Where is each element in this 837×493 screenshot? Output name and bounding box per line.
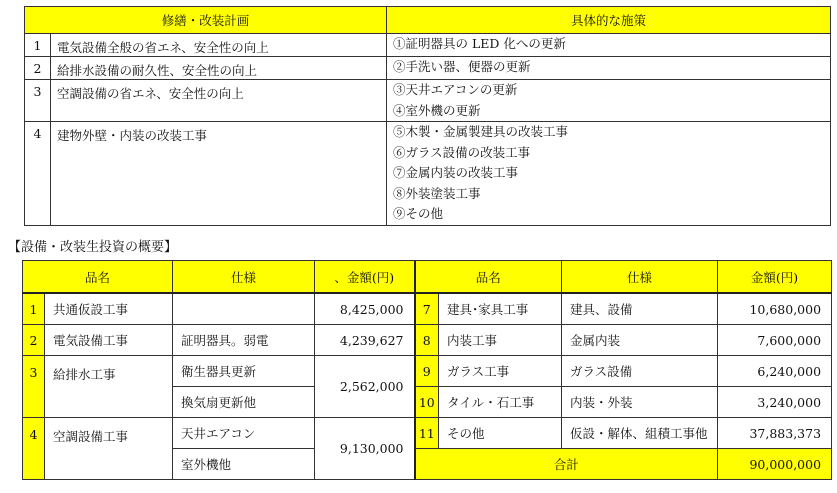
header-spec-left: 仕様 bbox=[173, 261, 315, 294]
measure-item: ③天井エアコンの更新 bbox=[393, 82, 518, 97]
item-spec: 室外機他 bbox=[173, 449, 315, 480]
table-row bbox=[23, 356, 832, 387]
item-number: 4 bbox=[23, 418, 45, 480]
measure-item: ⑦金属内装の改装工事 bbox=[393, 165, 519, 180]
item-spec: 天井エアコン bbox=[173, 418, 315, 449]
plan-row-measures bbox=[387, 122, 831, 226]
item-name: ガラス工事 bbox=[439, 356, 562, 387]
section-title: 【設備・改装生投資の概要】 bbox=[8, 240, 178, 255]
measure-item: ⑤木製・金属製建具の改装工事 bbox=[393, 124, 569, 139]
total-label: 合計 bbox=[415, 449, 718, 480]
plan-header-right: 具体的な施策 bbox=[387, 7, 831, 34]
item-amount: 7,600,000 bbox=[718, 325, 832, 356]
plan-header-left: 修繕・改装計画 bbox=[25, 7, 387, 34]
plan-row-measures bbox=[387, 34, 831, 57]
plan-header-row bbox=[25, 7, 831, 34]
item-spec: ガラス設備 bbox=[562, 356, 718, 387]
total-amount: 90,000,000 bbox=[718, 449, 832, 480]
item-spec: 換気扇更新他 bbox=[173, 387, 315, 418]
header-name-right: 品名 bbox=[415, 261, 562, 294]
plan-row-number: 4 bbox=[25, 122, 51, 226]
plan-row-plan: 電気設備全般の省エネ、安全性の向上 bbox=[51, 34, 387, 57]
plan-row-2 bbox=[25, 57, 831, 80]
item-spec: 仮設・解体、組積工事他 bbox=[562, 418, 718, 449]
item-spec: 内装・外装 bbox=[562, 387, 718, 418]
item-amount: 9,130,000 bbox=[315, 418, 415, 480]
plan-row-1 bbox=[25, 34, 831, 57]
table-row bbox=[23, 325, 832, 356]
plan-row-measures bbox=[387, 57, 831, 80]
item-amount: 6,240,000 bbox=[718, 356, 832, 387]
plan-row-3 bbox=[25, 80, 831, 122]
measure-item: ⑥ガラス設備の改装工事 bbox=[393, 144, 531, 160]
item-spec: 証明器具。弱電 bbox=[173, 325, 315, 356]
plan-row-measures bbox=[387, 80, 831, 122]
header-spec-right: 仕様 bbox=[562, 261, 718, 294]
item-name: 建具･家具工事 bbox=[439, 293, 562, 325]
plan-row-number: 1 bbox=[25, 34, 51, 57]
item-name: 給排水工事 bbox=[45, 356, 173, 418]
plan-row-number: 3 bbox=[25, 80, 51, 122]
header-name-left: 品名 bbox=[23, 261, 173, 294]
table-row bbox=[23, 418, 832, 449]
item-name: 共通仮設工事 bbox=[45, 293, 173, 325]
item-name: その他 bbox=[439, 418, 562, 449]
item-name: 空調設備工事 bbox=[45, 418, 173, 480]
table-row bbox=[23, 293, 832, 325]
measure-item: ④室外機の更新 bbox=[393, 102, 481, 118]
item-number: 11 bbox=[415, 418, 439, 449]
investment-header-row bbox=[23, 261, 832, 294]
item-amount: 4,239,627 bbox=[315, 325, 415, 356]
item-name: 電気設備工事 bbox=[45, 325, 173, 356]
item-spec: 建具、設備 bbox=[562, 293, 718, 325]
item-number: 2 bbox=[23, 325, 45, 356]
item-number: 3 bbox=[23, 356, 45, 418]
plan-row-plan: 建物外壁・内装の改装工事 bbox=[51, 122, 387, 226]
investment-table bbox=[22, 260, 832, 480]
item-amount: 2,562,000 bbox=[315, 356, 415, 418]
plan-row-number: 2 bbox=[25, 57, 51, 80]
measure-item: ⑨その他 bbox=[393, 206, 444, 221]
item-spec: 衛生器具更新 bbox=[173, 356, 315, 387]
plan-row-plan: 空調設備の省エネ、安全性の向上 bbox=[51, 80, 387, 122]
item-spec: 金属内装 bbox=[562, 325, 718, 356]
item-amount: 3,240,000 bbox=[718, 387, 832, 418]
plan-row-plan: 給排水設備の耐久性、安全性の向上 bbox=[51, 57, 387, 80]
item-number: 7 bbox=[415, 293, 439, 325]
item-number: 10 bbox=[415, 387, 439, 418]
item-spec bbox=[173, 293, 315, 325]
item-name: タイル・石工事 bbox=[439, 387, 562, 418]
item-name: 内装工事 bbox=[439, 325, 562, 356]
measure-item: ①証明器具の LED 化への更新 bbox=[393, 36, 566, 51]
header-amount-left: 、金額(円) bbox=[315, 261, 415, 294]
plan-row-4 bbox=[25, 122, 831, 226]
measure-item: ②手洗い器、便器の更新 bbox=[393, 59, 531, 74]
measure-item: ⑧外装塗装工事 bbox=[393, 185, 481, 201]
item-number: 9 bbox=[415, 356, 439, 387]
item-amount: 37,883,373 bbox=[718, 418, 832, 449]
item-number: 1 bbox=[23, 293, 45, 325]
item-amount: 10,680,000 bbox=[718, 293, 832, 325]
item-amount: 8,425,000 bbox=[315, 293, 415, 325]
renovation-plan-table bbox=[24, 6, 831, 226]
header-amount-right: 金額(円) bbox=[718, 261, 832, 294]
item-number: 8 bbox=[415, 325, 439, 356]
